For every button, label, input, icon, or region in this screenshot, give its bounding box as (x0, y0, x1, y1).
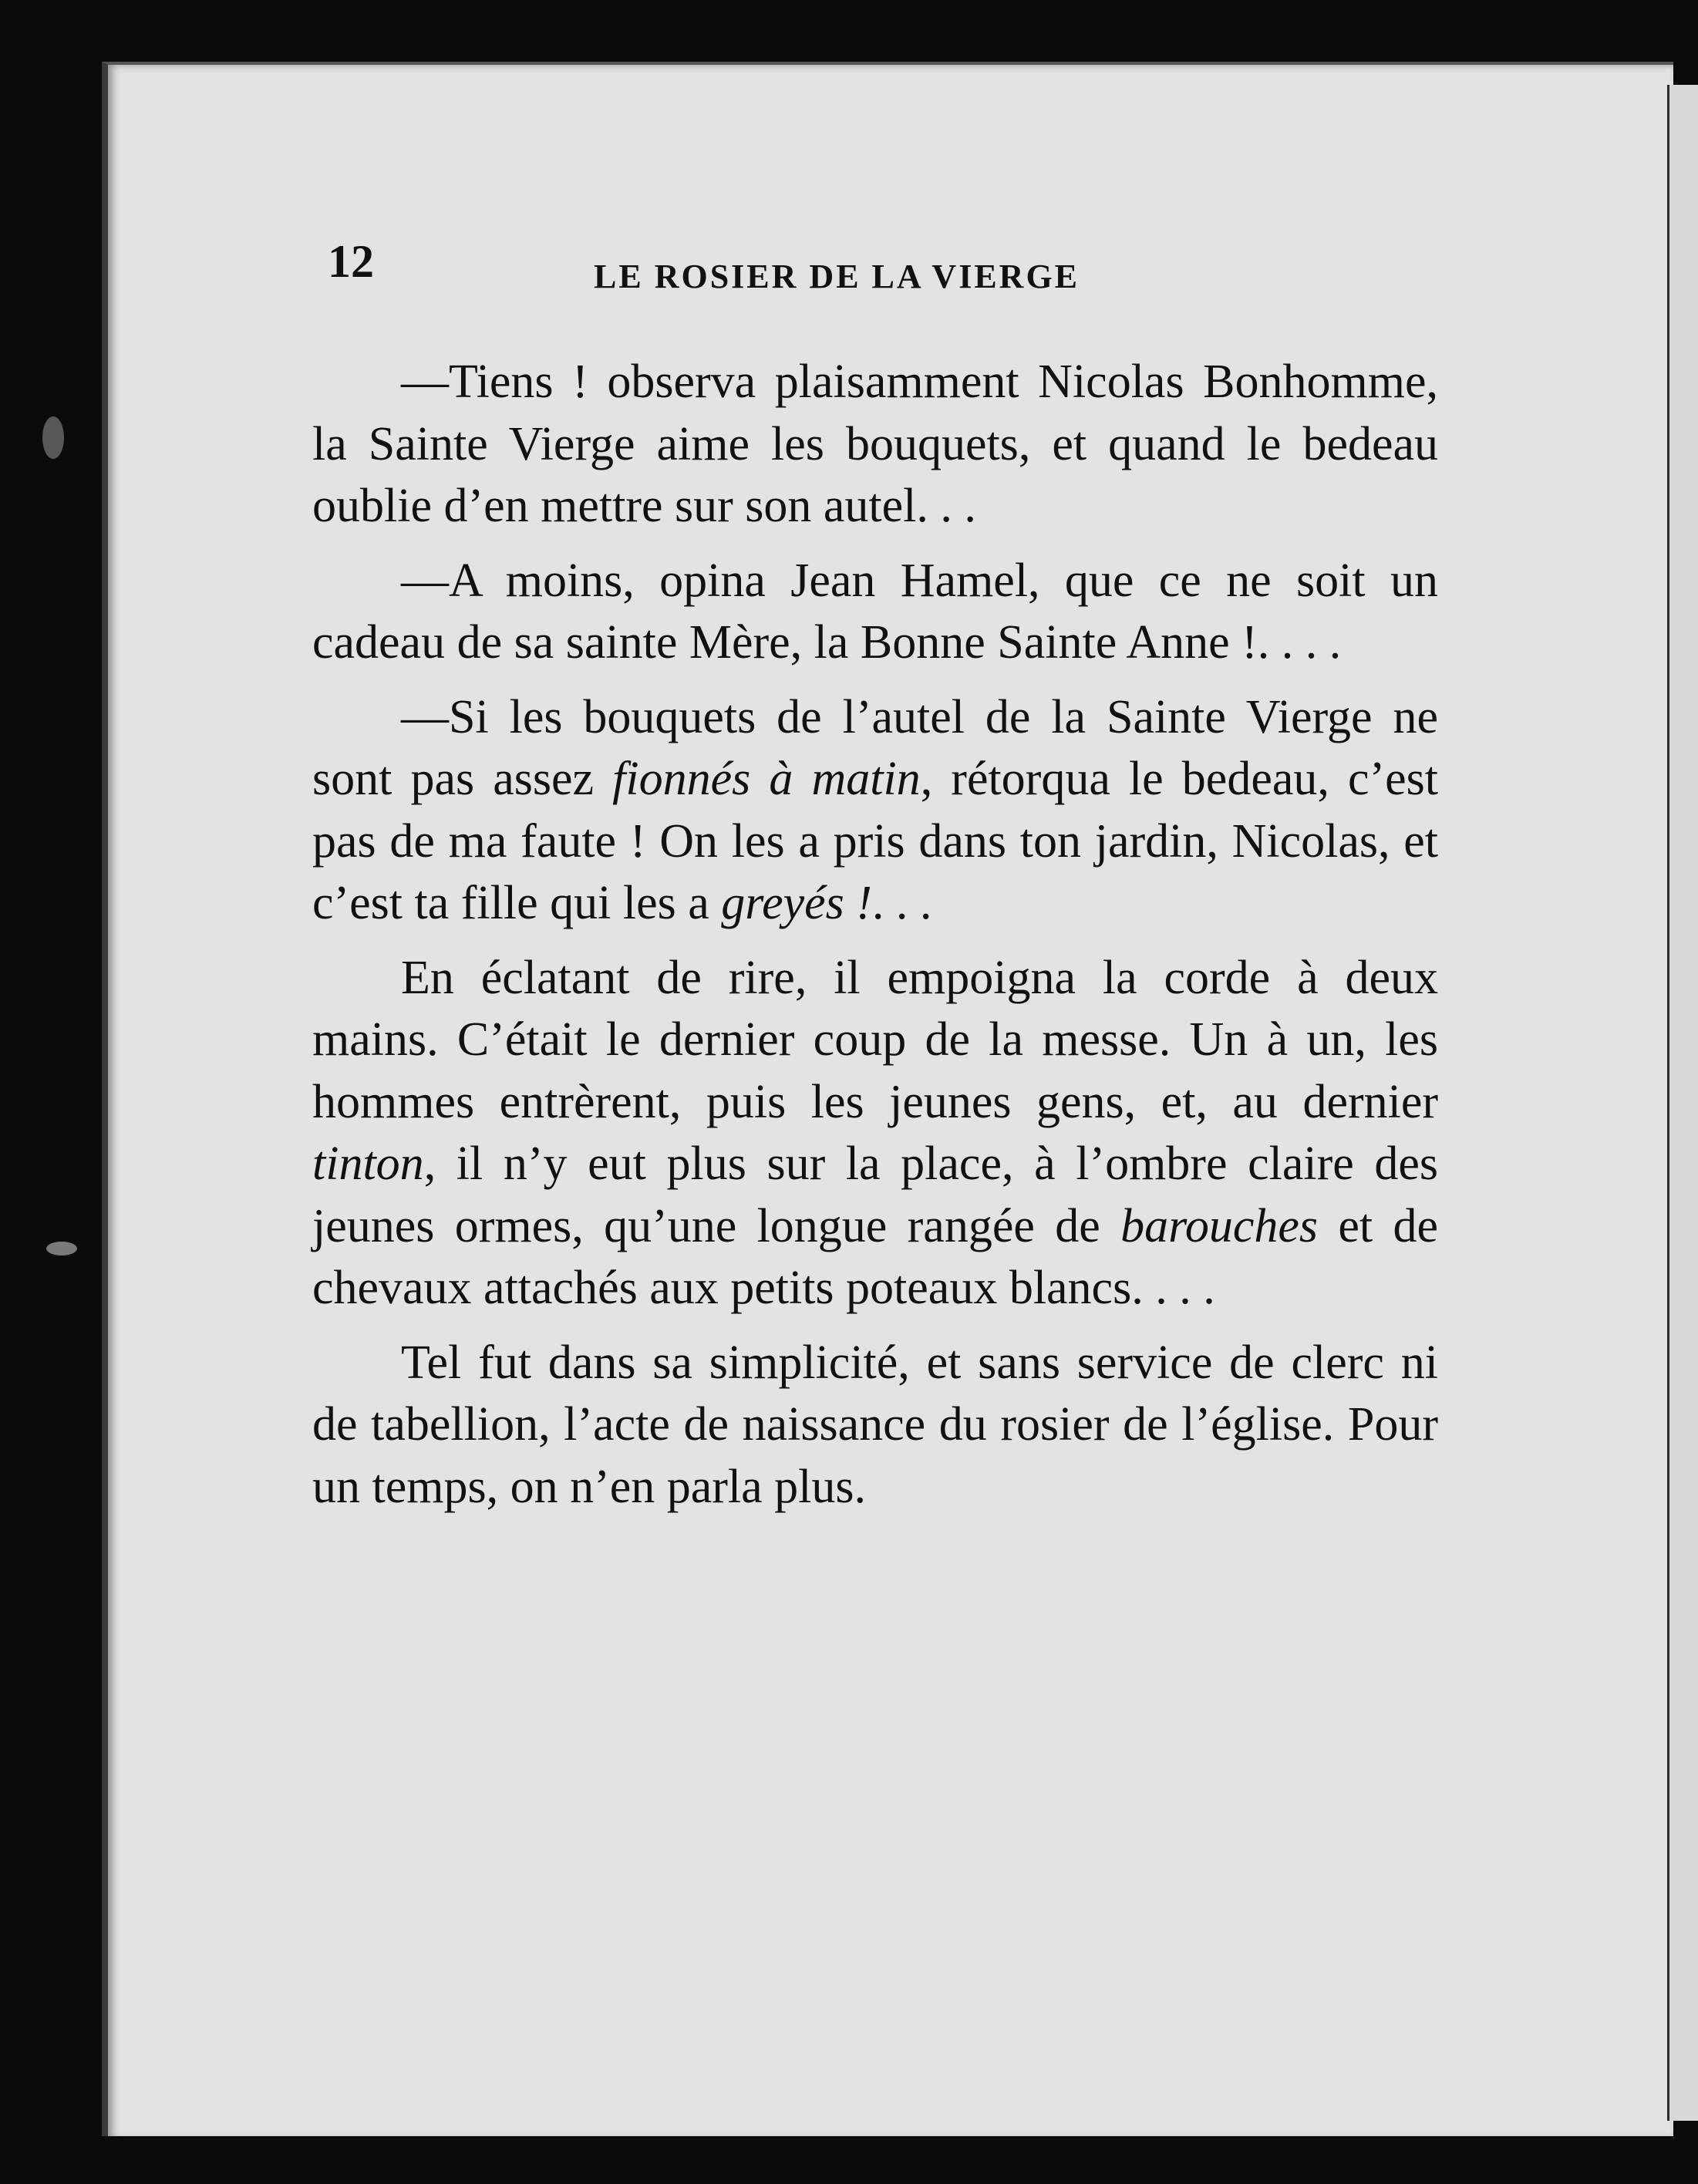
text-segment: . . . (871, 877, 932, 929)
body-text (312, 351, 1438, 1518)
paragraph (312, 686, 1438, 935)
dialect-word: fionnés à matin (612, 753, 921, 805)
scan-border (102, 2136, 1698, 2184)
paragraph (312, 1332, 1438, 1518)
text-segment: —Tiens ! observa plaisamment Nicolas Bonhomme, la Sainte Vierge aime les bouquets, et quand le bedeau oublie d’en mettre sur son autel. . . (312, 356, 1438, 532)
text-segment: —A moins, opina Jean Hamel, que ce ne soit un cadeau de sa sainte Mère, la Bonne Sainte Anne !. . . . (312, 554, 1438, 669)
facing-page-edge (1667, 85, 1698, 2121)
running-title: LE ROSIER DE LA VIERGE (594, 258, 1080, 295)
scan-speck (46, 1242, 77, 1255)
dialect-word: barouches (1120, 1199, 1319, 1252)
paragraph (312, 351, 1438, 538)
paragraph (312, 947, 1438, 1320)
text-segment: En éclatant de rire, il empoigna la corde à deux mains. C’était le dernier coup de la messe. Un à un, les hommes entrèrent, puis les jeunes gens, et, au dernier (312, 951, 1438, 1128)
running-header (328, 235, 1454, 297)
text-segment: Tel fut dans sa simplicité, et sans service de clerc ni de tabellion, l’acte de naissance du rosier de l’église. Pour un temps, on n’en parla plus. (312, 1336, 1438, 1513)
text-segment: et de chevaux attachés aux petits poteaux blancs. . . . (312, 1199, 1438, 1314)
dialect-word: tinton (312, 1138, 424, 1190)
scan-speck (42, 416, 64, 459)
text-segment: , il n’y eut plus sur la place, à l’ombre claire des jeunes ormes, qu’une longue rangée de (312, 1138, 1438, 1252)
paragraph (312, 550, 1438, 674)
page-number: 12 (328, 236, 374, 287)
text-segment: , rétorqua le bedeau, c’est pas de ma faute ! On les a pris dans ton jardin, Nicolas, et c’est ta fille qui les a (312, 753, 1439, 929)
dialect-word: greyés ! (721, 877, 872, 929)
text-segment: —Si les bouquets de l’autel de la Sainte Vierge ne sont pas assez (312, 690, 1438, 805)
